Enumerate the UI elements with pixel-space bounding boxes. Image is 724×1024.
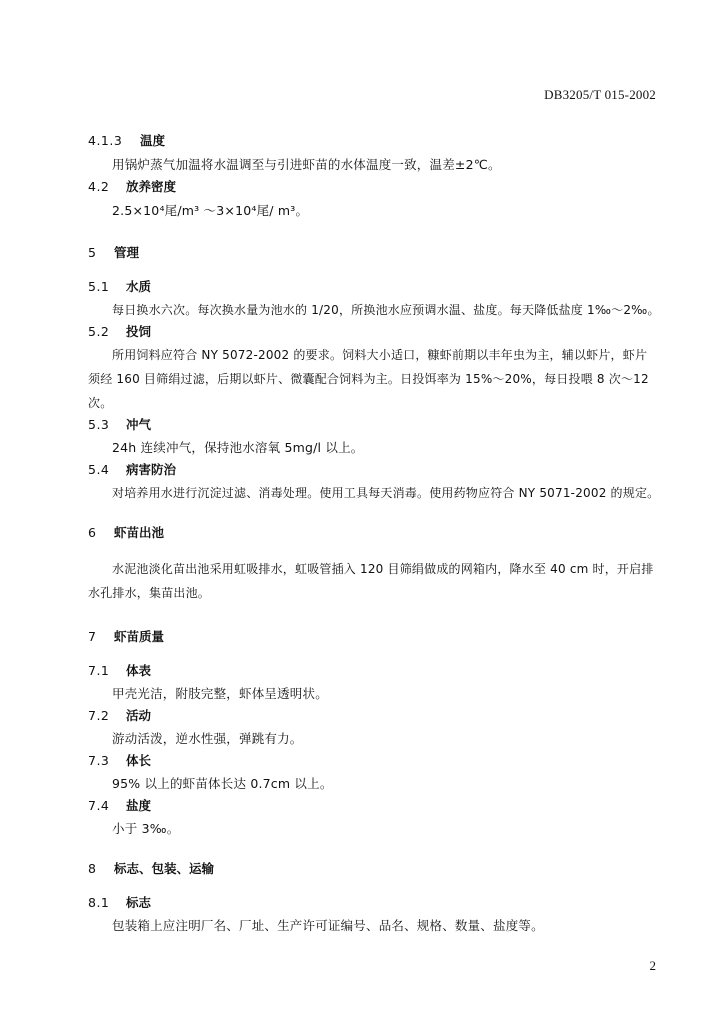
section-8 (88, 859, 658, 879)
section-4-1-3 (88, 131, 658, 177)
section-number: 5.2 (88, 324, 110, 339)
section-number: 6 (88, 525, 97, 540)
section-title: 标志、包装、运输 (114, 861, 215, 876)
section-title: 体长 (126, 753, 152, 768)
section-title: 管理 (114, 245, 140, 260)
section-heading (88, 859, 658, 879)
section-8-1 (88, 893, 658, 938)
section-number: 4.1.3 (88, 133, 123, 148)
paragraph: 用锅炉蒸气加温将水温调至与引进虾苗的水体温度一致，温差±2℃。 (112, 157, 501, 172)
section-heading (88, 243, 658, 263)
section-title: 盐度 (126, 798, 152, 813)
section-heading (88, 322, 658, 342)
section-heading (88, 177, 658, 197)
section-title: 标志 (126, 895, 152, 910)
paragraph: 游动活泼，逆水性强，弹跳有力。 (112, 731, 303, 746)
section-title: 虾苗出池 (114, 525, 165, 540)
section-number: 8 (88, 861, 97, 876)
section-number: 7 (88, 629, 97, 644)
section-heading (88, 627, 658, 647)
section-heading (88, 661, 658, 681)
section-number: 4.2 (88, 179, 110, 194)
section-heading (88, 796, 658, 816)
section-title: 投饲 (126, 324, 152, 339)
section-title: 虾苗质量 (114, 629, 165, 644)
section-title: 体表 (126, 663, 152, 678)
paragraph: 95% 以上的虾苗体长达 0.7cm 以上。 (112, 776, 333, 791)
section-heading (88, 751, 658, 771)
section-5-4 (88, 460, 658, 505)
section-number: 7.3 (88, 753, 110, 768)
section-heading (88, 706, 658, 726)
paragraph: 对培养用水进行沉淀过滤、消毒处理。使用工具每天消毒。使用药物应符合 NY 5071-2002 的规定。 (112, 486, 660, 500)
section-5-1 (88, 277, 658, 322)
paragraph: 2.5×10⁴尾/m³ ～3×10⁴尾/ m³。 (112, 203, 309, 218)
document-body (88, 131, 658, 938)
section-number: 7.2 (88, 708, 110, 723)
section-number: 5.1 (88, 279, 110, 294)
paragraph: 包装箱上应注明厂名、厂址、生产许可证编号、品名、规格、数量、盐度等。 (112, 918, 544, 933)
paragraph: 每日换水六次。每次换水量为池水的 1/20，所换池水应预调水温、盐度。每天降低盐度 1‰～2‰。 (112, 303, 660, 317)
section-7 (88, 627, 658, 647)
paragraph: 所用饲料应符合 NY 5072-2002 的要求。饲料大小适口，糠虾前期以丰年虫为主，辅以虾片，虾片须经 160 目筛绢过滤，后期以虾片、微囊配合饲料为主。日投饵率为 15%～20%，每日投喂 8 次～12 次。 (88, 348, 649, 410)
section-title: 放养密度 (126, 179, 177, 194)
section-title: 水质 (126, 279, 152, 294)
section-6 (88, 523, 658, 605)
section-title: 冲气 (126, 417, 152, 432)
section-7-4 (88, 796, 658, 841)
paragraph: 甲壳光洁，附肢完整，虾体呈透明状。 (112, 686, 328, 701)
paragraph: 24h 连续冲气，保持池水溶氧 5mg/l 以上。 (112, 440, 364, 455)
section-5-3 (88, 415, 658, 460)
section-heading (88, 460, 658, 480)
section-5 (88, 243, 658, 263)
section-number: 5.3 (88, 417, 110, 432)
section-5-2 (88, 322, 658, 415)
section-7-2 (88, 706, 658, 751)
section-7-3 (88, 751, 658, 796)
section-4-2 (88, 177, 658, 223)
section-title: 活动 (126, 708, 152, 723)
section-number: 5 (88, 245, 97, 260)
section-title: 温度 (140, 133, 166, 148)
section-number: 5.4 (88, 462, 110, 477)
section-heading (88, 277, 658, 297)
section-heading (88, 893, 658, 913)
paragraph: 小于 3‰。 (112, 821, 180, 836)
document-code: DB3205/T 015-2002 (544, 87, 656, 102)
section-7-1 (88, 661, 658, 706)
section-number: 8.1 (88, 895, 110, 910)
section-heading (88, 131, 658, 151)
paragraph: 水泥池淡化苗出池采用虹吸排水，虹吸管插入 120 目筛绢做成的网箱内，降水至 40 cm 时，开启排水孔排水，集苗出池。 (88, 562, 654, 600)
section-title: 病害防治 (126, 462, 177, 477)
section-number: 7.1 (88, 663, 110, 678)
section-number: 7.4 (88, 798, 110, 813)
page-number: 2 (649, 958, 656, 973)
section-heading (88, 523, 658, 543)
section-heading (88, 415, 658, 435)
